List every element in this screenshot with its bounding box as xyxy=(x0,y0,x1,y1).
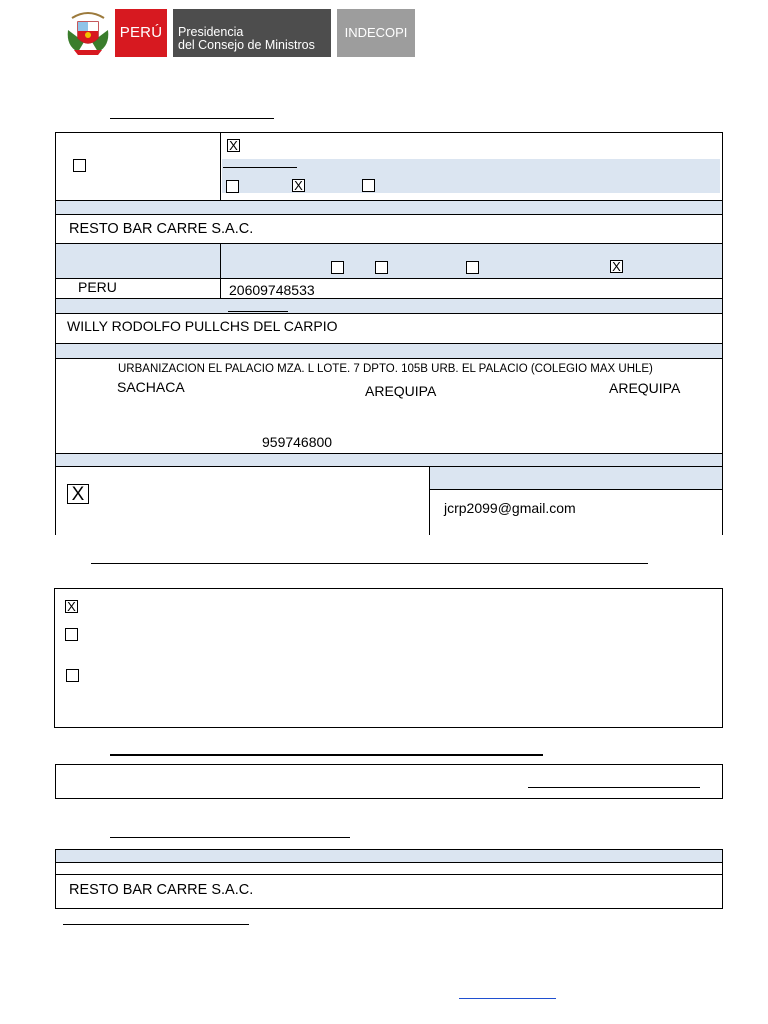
name-header-band xyxy=(56,201,722,214)
indecopi-logo xyxy=(337,9,415,57)
row-line xyxy=(55,862,723,863)
email-value: jcrp2099@gmail.com xyxy=(444,500,576,516)
section2-title-underline xyxy=(91,563,648,564)
section1-title-underline xyxy=(110,118,274,119)
peru-label: PERÚ xyxy=(119,24,163,41)
row-line xyxy=(55,358,723,359)
checkbox-top[interactable]: X xyxy=(227,139,240,152)
address-value: URBANIZACION EL PALACIO MZA. L LOTE. 7 DPTO. 105B URB. EL PALACIO (COLEGIO MAX UHLE) xyxy=(118,363,653,375)
footer-link[interactable] xyxy=(459,998,556,999)
checkbox-doc-3[interactable] xyxy=(466,261,479,274)
section4-title-underline xyxy=(110,837,350,838)
doc-divider xyxy=(220,243,221,298)
department-value: AREQUIPA xyxy=(609,380,681,396)
row-line xyxy=(55,313,723,314)
section3-blank-line xyxy=(528,787,700,788)
district-value: SACHACA xyxy=(117,379,185,395)
ruc-value: 20609748533 xyxy=(229,282,315,298)
pcm-line2: del Consejo de Ministros xyxy=(178,38,315,52)
rep-header-band xyxy=(56,299,722,313)
rep-underline xyxy=(228,311,288,312)
representative-name: WILLY RODOLFO PULLCHS DEL CARPIO xyxy=(67,318,338,334)
checkbox-doc-1[interactable] xyxy=(331,261,344,274)
peru-logo xyxy=(115,9,167,57)
indecopi-label: INDECOPI xyxy=(344,25,408,40)
checkbox-row-2[interactable]: X xyxy=(292,179,305,192)
coat-of-arms-icon xyxy=(64,8,112,58)
row1-underline xyxy=(223,167,297,168)
notify-header-band xyxy=(56,454,722,466)
checkbox-row-1[interactable] xyxy=(226,180,239,193)
row-line xyxy=(55,214,723,215)
address-header-band xyxy=(56,344,722,358)
checkbox-row-3[interactable] xyxy=(362,179,375,192)
checkbox-notify[interactable]: X xyxy=(67,484,89,504)
section4-company-name: RESTO BAR CARRE S.A.C. xyxy=(69,882,254,898)
pcm-line1: Presidencia xyxy=(178,25,244,39)
phone-value: 959746800 xyxy=(262,434,333,450)
checkbox-doc-2[interactable] xyxy=(375,261,388,274)
section4-header-band xyxy=(56,850,722,862)
row-line xyxy=(55,874,723,875)
row-line xyxy=(430,489,723,490)
company-name: RESTO BAR CARRE S.A.C. xyxy=(69,221,254,237)
province-value: AREQUIPA xyxy=(365,383,437,399)
checkbox-left[interactable] xyxy=(73,159,86,172)
checkbox-doc-4[interactable]: X xyxy=(610,260,623,273)
section3-title-underline xyxy=(110,754,543,756)
footer-underline xyxy=(63,924,249,925)
pcm-logo xyxy=(173,9,331,57)
row-line xyxy=(55,278,723,279)
country-value: PERU xyxy=(78,279,117,295)
email-header-band xyxy=(430,467,722,489)
section3-box xyxy=(55,764,723,799)
checkbox-option-2[interactable] xyxy=(65,628,78,641)
checkbox-option-1[interactable]: X xyxy=(65,600,78,613)
options-box xyxy=(54,588,723,728)
row1-divider xyxy=(220,132,221,201)
checkbox-option-3[interactable] xyxy=(66,669,79,682)
